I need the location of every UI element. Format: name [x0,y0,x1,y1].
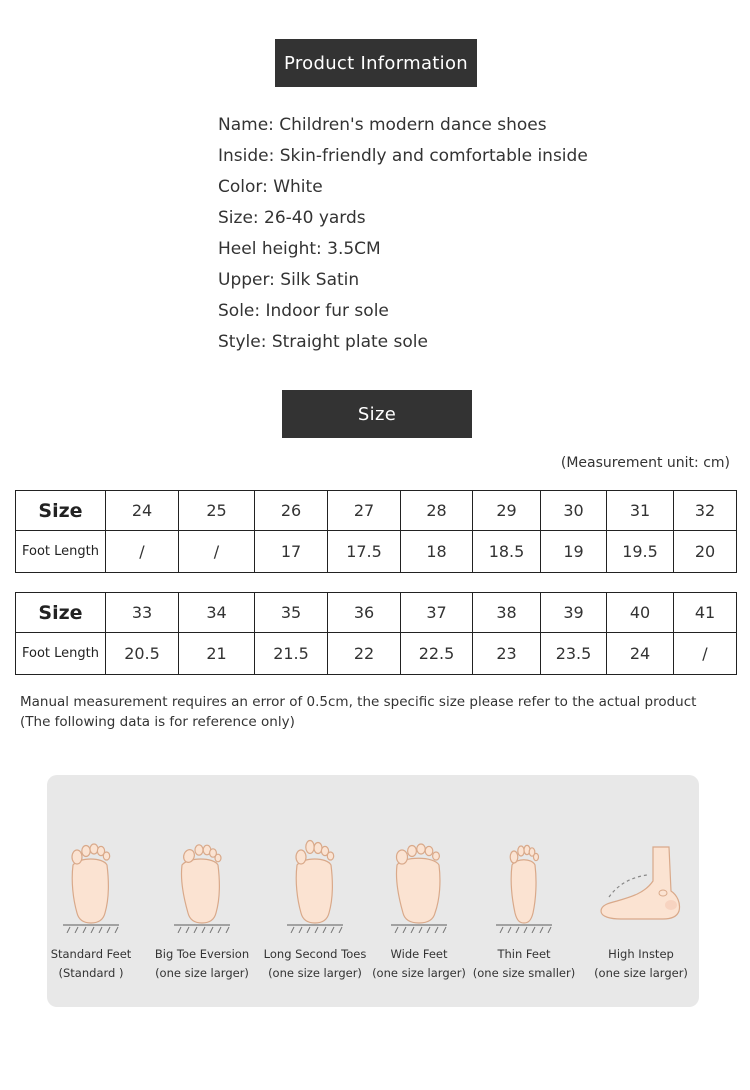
foot-length-cell: 17 [255,531,328,573]
foot-length-cell: 22.5 [401,633,473,675]
foot-length-cell: 24 [607,633,674,675]
info-upper: Upper: Silk Satin [218,270,360,290]
size-cell: 32 [674,491,737,531]
measurement-unit: (Measurement unit: cm) [560,455,730,471]
info-size: Size: 26-40 yards [218,208,366,228]
size-row [16,491,737,531]
wide-foot-icon [379,821,459,933]
long-second-toe-foot-icon [275,821,355,933]
foot-length-cell: 19.5 [607,531,674,573]
foot-length-cell: / [674,633,737,675]
foot-length-cell: 20 [674,531,737,573]
foot-length-cell: 17.5 [328,531,401,573]
size-row [16,593,737,633]
size-cell: 29 [473,491,541,531]
info-sole: Sole: Indoor fur sole [218,301,389,321]
size-table-2 [15,592,737,675]
foot-length-cell: / [106,531,179,573]
foot-types-panel [47,775,699,1007]
size-cell: 28 [401,491,473,531]
size-header [282,390,472,438]
big-toe-eversion-foot-icon [162,821,242,933]
foot-type-name: Wide Feet [390,947,448,961]
size-cell: 30 [541,491,607,531]
size-cell: 40 [607,593,674,633]
info-style: Style: Straight plate sole [218,332,428,352]
info-name: Name: Children's modern dance shoes [218,115,547,135]
product-information-title: Product Information [284,52,468,74]
foot-length-row [16,633,737,675]
product-information-header [275,39,477,87]
foot-length-cell: 21.5 [255,633,328,675]
size-cell: 39 [541,593,607,633]
foot-type-note: (one size smaller) [472,966,576,980]
foot-type-big-toe-eversion [147,821,257,983]
foot-length-row-label: Foot Length [16,531,106,573]
size-cell: 37 [401,593,473,633]
foot-type-name: High Instep [608,947,674,961]
size-cell: 26 [255,491,328,531]
foot-type-note: (one size larger) [594,966,688,980]
info-heel-height: Heel height: 3.5CM [218,239,381,259]
foot-type-thin-feet [469,821,579,983]
foot-type-name: Big Toe Eversion [154,947,250,961]
foot-length-cell: 22 [328,633,401,675]
measurement-disclaimer: Manual measurement requires an error of 0.5cm, the specific size please refer to the actual product (The following data is for reference only) [20,694,697,730]
foot-length-cell: 19 [541,531,607,573]
size-row-label: Size [16,593,106,633]
size-cell: 24 [106,491,179,531]
foot-length-cell: 18 [401,531,473,573]
size-cell: 36 [328,593,401,633]
foot-type-note: (one size larger) [372,966,466,980]
size-cell: 35 [255,593,328,633]
foot-type-high-instep [586,821,696,983]
foot-length-cell: 20.5 [106,633,179,675]
info-inside: Inside: Skin-friendly and comfortable inside [218,146,588,166]
size-cell: 31 [607,491,674,531]
size-cell: 38 [473,593,541,633]
info-color: Color: White [218,177,323,197]
foot-length-cell: 23 [473,633,541,675]
foot-type-name: Long Second Toes [263,947,367,961]
size-cell: 34 [179,593,255,633]
size-cell: 41 [674,593,737,633]
high-instep-foot-icon [591,821,691,933]
size-cell: 25 [179,491,255,531]
foot-type-standard [36,821,146,983]
foot-length-cell: 18.5 [473,531,541,573]
foot-type-note: (Standard ) [58,966,124,980]
foot-type-name: Thin Feet [497,947,551,961]
size-cell: 27 [328,491,401,531]
foot-length-row-label: Foot Length [16,633,106,675]
standard-foot-icon [51,821,131,933]
foot-type-note: (one size larger) [155,966,249,980]
product-info-list [218,110,588,358]
foot-type-note: (one size larger) [268,966,362,980]
size-table-1 [15,490,737,573]
size-title: Size [357,403,397,425]
foot-length-cell: 23.5 [541,633,607,675]
thin-foot-icon [484,821,564,933]
foot-type-name: Standard Feet [50,947,132,961]
foot-length-cell: / [179,531,255,573]
size-row-label: Size [16,491,106,531]
foot-type-wide-feet [364,821,474,983]
foot-type-long-second-toes [260,821,370,983]
foot-length-cell: 21 [179,633,255,675]
foot-length-row [16,531,737,573]
size-cell: 33 [106,593,179,633]
